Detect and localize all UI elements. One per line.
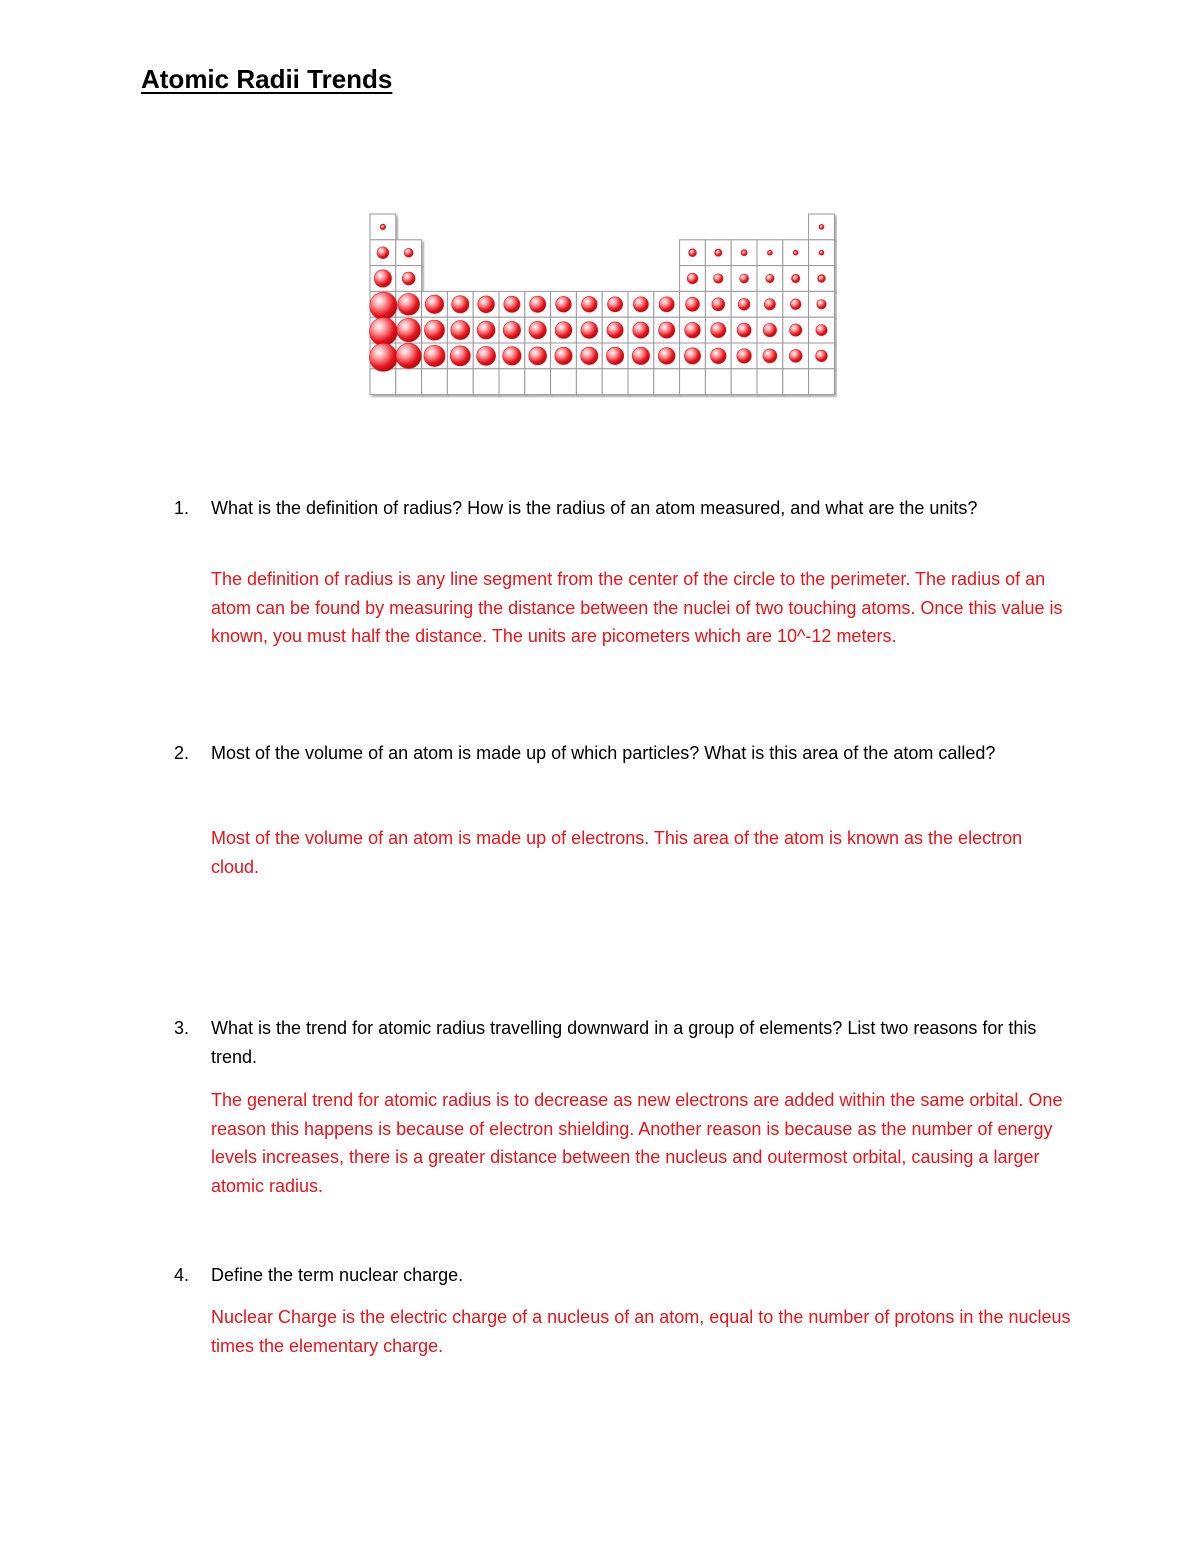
answer-text: The general trend for atomic radius is to decrease as new electrons are added within the same orbital. One reason this happens is because of electron shielding. Another reason is because as the number of energy levels increases, there is a greater distance between the nucleus and outermost orbital, causing a larger atomic radius. bbox=[211, 1090, 1063, 1196]
atom-sphere bbox=[369, 318, 397, 346]
atom-sphere bbox=[607, 322, 623, 338]
question-number: 2. bbox=[174, 743, 190, 763]
atom-sphere bbox=[504, 296, 520, 312]
answer-text: The definition of radius is any line segment from the center of the circle to the perimeter. The radius of an atom can be found by measuring the distance between the nuclei of two touching atoms. Once this value is known, you must half the distance. The units are picometers which are 10^-12 meters. bbox=[211, 569, 1063, 646]
atom-sphere bbox=[581, 296, 597, 312]
question-number: 4. bbox=[174, 1265, 190, 1285]
atom-sphere bbox=[819, 225, 823, 229]
table-cell bbox=[705, 369, 731, 395]
atom-sphere bbox=[764, 299, 775, 310]
table-cell bbox=[654, 369, 680, 395]
atom-sphere bbox=[424, 320, 444, 340]
atom-sphere bbox=[689, 249, 696, 256]
page-title: Atomic Radii Trends bbox=[141, 64, 393, 94]
atom-sphere bbox=[402, 272, 415, 285]
atom-sphere bbox=[581, 322, 598, 339]
atom-sphere bbox=[424, 345, 445, 366]
atom-sphere bbox=[658, 348, 675, 365]
atom-sphere bbox=[768, 250, 772, 254]
atom-sphere bbox=[398, 293, 420, 315]
table-cell bbox=[783, 369, 809, 395]
atom-sphere bbox=[741, 250, 747, 256]
atom-sphere bbox=[794, 251, 798, 255]
atom-sphere bbox=[606, 347, 623, 364]
atom-sphere bbox=[766, 274, 774, 282]
atom-sphere bbox=[478, 296, 495, 313]
table-cell bbox=[525, 369, 551, 395]
atom-sphere bbox=[712, 298, 725, 311]
table-cell bbox=[757, 369, 783, 395]
atom-sphere bbox=[397, 318, 421, 342]
atom-sphere bbox=[450, 346, 470, 366]
atom-sphere bbox=[737, 349, 752, 364]
atom-sphere bbox=[686, 297, 700, 311]
periodic-table-radii-figure bbox=[368, 212, 840, 429]
table-cell bbox=[680, 369, 706, 395]
atom-sphere bbox=[380, 224, 385, 229]
answer-text: Most of the volume of an atom is made up of electrons. This area of the atom is known as the electron cloud. bbox=[211, 828, 1023, 877]
question-number: 1. bbox=[174, 498, 190, 518]
atom-sphere bbox=[687, 273, 698, 284]
atom-sphere bbox=[377, 247, 389, 259]
atom-sphere bbox=[763, 323, 776, 336]
question-text: What is the definition of radius? How is the radius of an atom measured, and what are the units? bbox=[211, 498, 978, 518]
atom-sphere bbox=[711, 323, 726, 338]
atom-sphere bbox=[792, 275, 800, 283]
atom-sphere bbox=[816, 350, 828, 362]
atom-sphere bbox=[740, 274, 749, 283]
question-number: 3. bbox=[174, 1018, 190, 1038]
atom-sphere bbox=[581, 347, 598, 364]
atom-sphere bbox=[608, 297, 623, 312]
atom-sphere bbox=[477, 346, 496, 365]
atom-sphere bbox=[503, 321, 520, 338]
atom-sphere bbox=[715, 249, 722, 256]
atom-sphere bbox=[374, 270, 391, 287]
table-cell bbox=[370, 369, 396, 395]
atom-sphere bbox=[738, 298, 750, 310]
table-cell bbox=[499, 369, 525, 395]
atom-sphere bbox=[396, 343, 421, 368]
question-text: Most of the volume of an atom is made up of which particles? What is this area of the atom called? bbox=[211, 743, 996, 763]
atom-sphere bbox=[404, 248, 413, 257]
atom-sphere bbox=[817, 300, 827, 310]
table-cell bbox=[422, 369, 448, 395]
atom-sphere bbox=[659, 322, 675, 338]
table-cell bbox=[447, 369, 473, 395]
atom-sphere bbox=[790, 324, 802, 336]
atom-sphere bbox=[369, 343, 397, 371]
atom-sphere bbox=[819, 251, 823, 255]
atom-sphere bbox=[816, 325, 827, 336]
atom-sphere bbox=[632, 347, 649, 364]
atom-sphere bbox=[818, 275, 825, 282]
atom-sphere bbox=[452, 296, 469, 313]
atom-sphere bbox=[477, 321, 495, 339]
atom-sphere bbox=[529, 347, 547, 365]
periodic-table-svg bbox=[368, 212, 840, 424]
table-cell bbox=[396, 369, 422, 395]
atom-sphere bbox=[425, 295, 443, 313]
atom-sphere bbox=[529, 321, 546, 338]
table-cell bbox=[576, 369, 602, 395]
table-cell bbox=[628, 369, 654, 395]
table-cell bbox=[731, 369, 757, 395]
table-cell bbox=[473, 369, 499, 395]
atom-sphere bbox=[685, 322, 701, 338]
atom-sphere bbox=[530, 296, 546, 312]
answer-text: Nuclear Charge is the electric charge of a nucleus of an atom, equal to the number of protons in the nucleus times the elementary charge. bbox=[211, 1307, 1071, 1356]
atom-sphere bbox=[714, 274, 724, 284]
atom-sphere bbox=[789, 349, 802, 362]
atom-sphere bbox=[710, 348, 726, 364]
atom-sphere bbox=[659, 297, 674, 312]
atom-sphere bbox=[370, 292, 397, 319]
table-cell bbox=[602, 369, 628, 395]
atom-sphere bbox=[633, 297, 648, 312]
atom-sphere bbox=[633, 322, 649, 338]
atom-sphere bbox=[763, 349, 777, 363]
atom-sphere bbox=[451, 321, 470, 340]
atom-sphere bbox=[684, 348, 700, 364]
question-text: What is the trend for atomic radius travelling downward in a group of elements? List two reasons for this trend. bbox=[211, 1018, 1037, 1067]
table-cell bbox=[551, 369, 577, 395]
atom-sphere bbox=[503, 347, 521, 365]
atom-sphere bbox=[555, 347, 572, 364]
atom-sphere bbox=[737, 323, 751, 337]
atom-sphere bbox=[556, 296, 572, 312]
question-text: Define the term nuclear charge. bbox=[211, 1265, 464, 1285]
atom-sphere bbox=[790, 299, 801, 310]
atom-sphere bbox=[555, 322, 572, 339]
table-cell bbox=[809, 369, 835, 395]
